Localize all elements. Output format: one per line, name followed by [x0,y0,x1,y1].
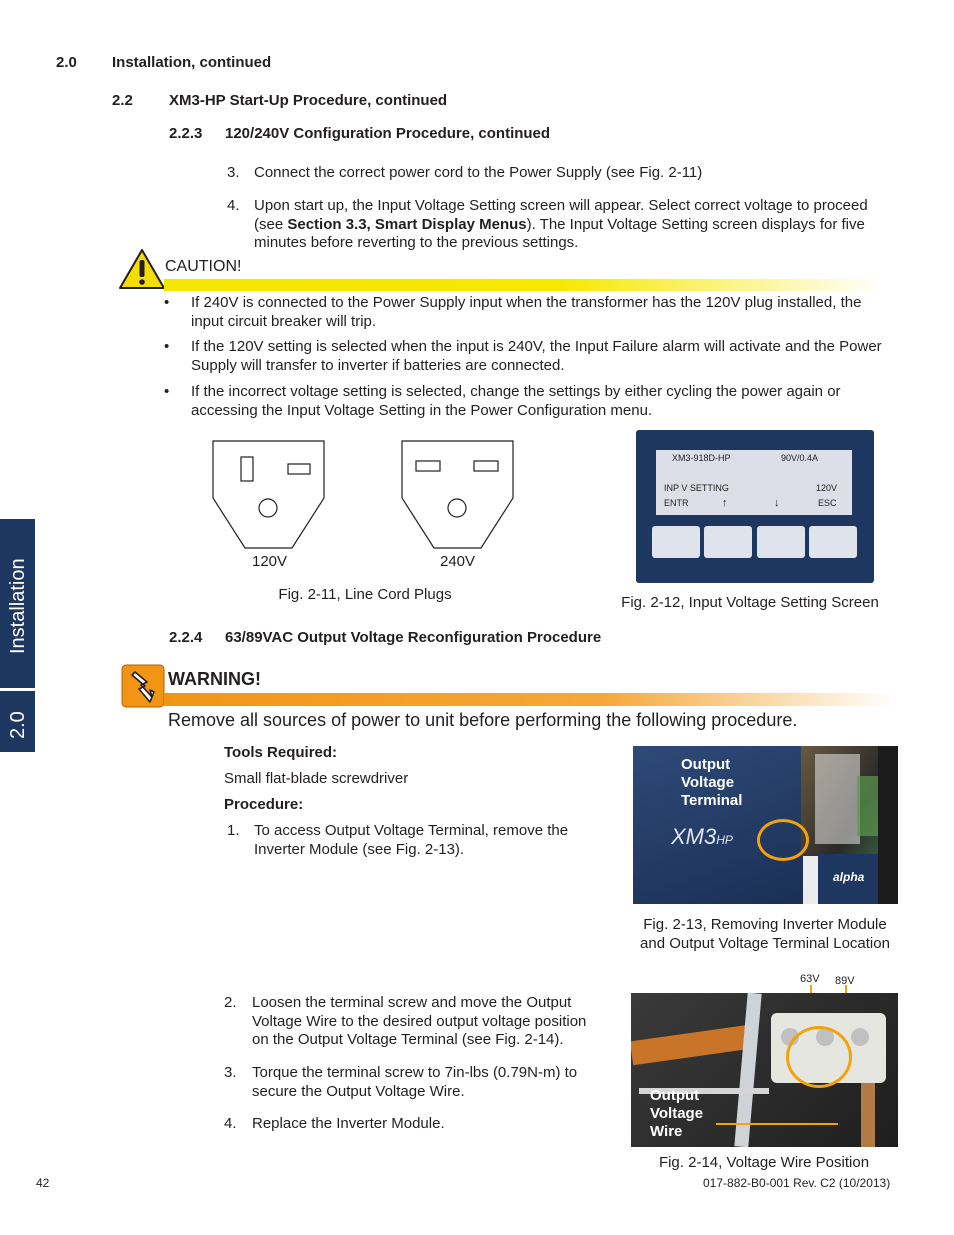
subsubsection-number: 2.2.4 [169,629,203,646]
section-title: Installation, continued [112,54,272,71]
figure-caption: and Output Voltage Terminal Location [640,935,890,952]
step-text: Torque the terminal screw to 7in-lbs (0.79N-m) to secure the Output Voltage Wire. [252,1064,578,1100]
step-number: 1. [227,822,240,839]
figure-caption: Fig. 2-14, Voltage Wire Position [658,1154,870,1171]
lcd-button-down[interactable] [757,526,805,558]
subsection-number: 2.2 [112,92,133,109]
callout-circle-icon [757,819,809,861]
inverter-module-photo [633,746,898,904]
lcd-value: 120V [816,483,838,493]
label-63v: 63V [800,973,820,985]
subsubsection-title: 63/89VAC Output Voltage Reconfiguration Procedure [225,629,602,646]
caution-label: CAUTION! [165,258,242,275]
step-text: Upon start up, the Input Voltage Setting screen will appear. Select correct voltage to proceed (see Section 3.3, Smart Display Menus). The Input Voltage Setting screen displays for five minutes before reverting to the previous settings. [254,197,868,251]
plug-240v-label: 240V [440,553,476,570]
voltage-wire-photo [631,993,898,1147]
photo-label-line: Output [681,756,731,773]
plug-120v-diagram [212,440,325,550]
step-text: To access Output Voltage Terminal, remove the Inverter Module (see Fig. 2-13). [254,822,569,858]
figure-caption: Fig. 2-11, Line Cord Plugs [278,586,452,603]
tools-item: Small flat-blade screwdriver [224,770,409,787]
photo-label-line: Wire [650,1123,683,1140]
step-number: 3. [224,1064,237,1081]
procedure-label: Procedure: [224,796,304,813]
step-text: Connect the correct power cord to the Power Supply (see Fig. 2-11) [254,164,703,181]
callout-circle-icon [786,1026,852,1088]
caution-bar [164,279,884,291]
chapter-tab-title: Installation [7,558,29,654]
arrow-down-icon: ↓ [774,497,780,509]
electric-shock-icon [121,664,165,708]
alpha-logo: alpha [833,870,865,884]
step-number: 4. [224,1115,237,1132]
label-89v: 89V [835,975,855,987]
lcd-screen [656,450,852,515]
plug-120v-label: 120V [252,553,288,570]
caution-bullet-text: If 240V is connected to the Power Supply input when the transformer has the 120V plug installed, the input circuit breaker will trip. [191,294,862,330]
step-number: 2. [224,994,237,1011]
step-text: Loosen the terminal screw and move the Output Voltage Wire to the desired output voltage position on the Output Voltage Terminal (see Fig. 2-14). [252,994,587,1048]
caution-bullet-text: If the 120V setting is selected when the input is 240V, the Input Failure alarm will activate and the Power Supply will transfer to inverter if batteries are connected. [191,338,882,374]
bullet-icon: • [164,294,170,311]
lcd-reading: 90V/0.4A [781,453,819,463]
photo-label-line: Voltage [681,774,735,791]
photo-label-line: Terminal [681,792,743,809]
page-number: 42 [36,1176,50,1190]
photo-label-line: Output [650,1087,700,1104]
bullet-icon: • [164,383,170,400]
lcd-esc: ESC [818,498,837,508]
photo-label-line: Voltage [650,1105,704,1122]
figure-caption: Fig. 2-13, Removing Inverter Module [643,916,887,933]
warning-text: Remove all sources of power to unit before performing the following procedure. [168,710,798,730]
lcd-model: XM3-918D-HP [672,453,731,463]
bullet-icon: • [164,338,170,355]
section-number: 2.0 [56,54,77,71]
lcd-button-esc[interactable] [809,526,857,558]
warning-label: WARNING! [168,669,261,689]
document-id: 017-882-B0-001 Rev. C2 (10/2013) [703,1176,891,1190]
chapter-tab [0,519,35,752]
lcd-setting: INP V SETTING [664,483,729,493]
tools-label: Tools Required: [224,744,338,761]
chapter-tab-number: 2.0 [7,711,29,739]
figure-caption: Fig. 2-12, Input Voltage Setting Screen [621,594,879,611]
warning-bar [164,693,896,706]
plug-240v-diagram [401,440,514,550]
step-number: 3. [227,164,240,181]
step-number: 4. [227,197,240,214]
lcd-button-entr[interactable] [652,526,700,558]
lcd-entr: ENTR [664,498,689,508]
caution-bullet-text: If the incorrect voltage setting is selected, change the settings by either cycling the power again or accessing the Input Voltage Setting in the Power Configuration menu. [191,383,841,419]
xm3-logo: XM3HP [671,824,733,849]
lcd-button-up[interactable] [704,526,752,558]
subsubsection-title: 120/240V Configuration Procedure, continued [225,125,551,142]
step-text: Replace the Inverter Module. [252,1115,445,1132]
subsection-title: XM3-HP Start-Up Procedure, continued [169,92,448,109]
callout-underline [716,1123,838,1125]
subsubsection-number: 2.2.3 [169,125,203,142]
caution-triangle-icon [118,247,166,291]
arrow-up-icon: ↑ [722,497,728,509]
lcd-display-panel [636,430,874,583]
